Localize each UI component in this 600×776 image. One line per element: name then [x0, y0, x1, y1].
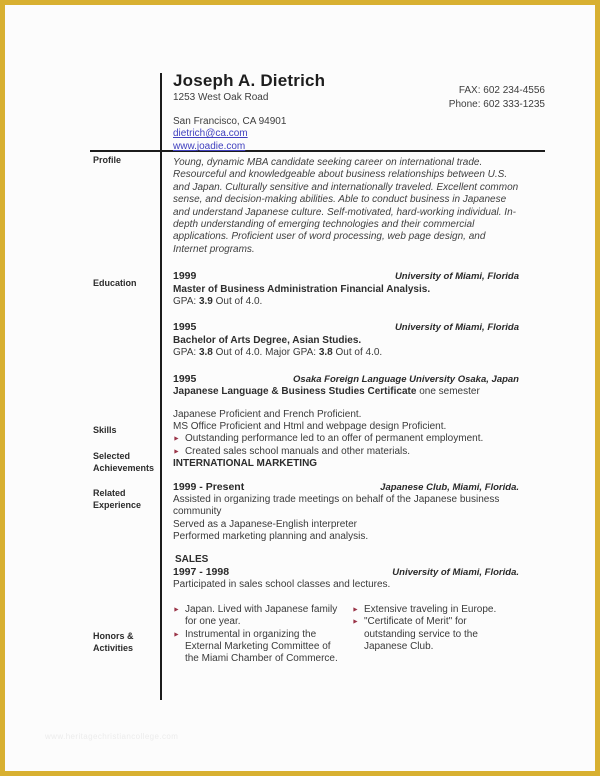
education-year: 1995	[173, 372, 197, 385]
achievement-text: Created sales school manuals and other materials.	[184, 445, 411, 457]
job-dates: 1997 - 1998	[173, 565, 230, 578]
job-duty: Performed marketing planning and analysis.	[173, 531, 369, 543]
education-year: 1995	[173, 321, 197, 334]
gpa-value: 3.9	[198, 296, 213, 308]
honors-section	[173, 604, 519, 666]
certificate-title: Japanese Language & Business Studies Certificate	[173, 386, 417, 398]
main-content	[173, 157, 519, 666]
honors-text: Extensive traveling in Europe.	[363, 603, 497, 615]
sidebar-label-honors-line1: Honors &	[93, 631, 134, 641]
education-school: University of Miami, Florida	[394, 322, 519, 334]
job-duty: Served as a Japanese-English interpreter	[173, 518, 357, 530]
sidebar-label-education: Education	[93, 278, 137, 288]
honors-text: "Certificate of Merit" for outstanding service to the Japanese Club.	[363, 616, 478, 652]
arrow-bullet-icon: ►	[352, 618, 359, 626]
honors-text: Japan. Lived with Japanese family for one year.	[184, 603, 338, 628]
sidebar-label-selected-achievements	[93, 450, 159, 474]
site-watermark: www.heritagechristiancollege.com	[45, 732, 179, 741]
gpa-value: 3.8	[198, 347, 213, 359]
education-gpa	[173, 347, 519, 359]
experience-job	[173, 481, 519, 544]
sidebar-label-selected-line1: Selected	[93, 451, 131, 461]
education-degree: Master of Business Administration Financial Analysis.	[173, 283, 431, 295]
job-header	[173, 481, 519, 494]
arrow-bullet-icon: ►	[173, 435, 180, 443]
achievement-item	[173, 446, 519, 458]
skills-section	[173, 409, 519, 434]
job-dates: 1999 - Present	[173, 480, 245, 493]
education-entry	[173, 270, 519, 308]
skills-line: MS Office Proficient and Html and webpage design Proficient.	[173, 420, 447, 432]
address-line-2: San Francisco, CA 94901	[173, 116, 287, 127]
vertical-divider	[160, 73, 162, 700]
education-entry-header	[173, 321, 519, 334]
job-duty: Participated in sales school classes and lectures.	[173, 579, 391, 591]
experience-heading-international-marketing: INTERNATIONAL MARKETING	[173, 458, 318, 470]
job-organization: University of Miami, Florida.	[392, 566, 519, 578]
honors-column-left	[173, 604, 340, 666]
education-entry	[173, 321, 519, 359]
education-entry-header	[173, 373, 519, 386]
sidebar-label-profile: Profile	[93, 155, 122, 165]
gpa-prefix: GPA:	[173, 296, 199, 308]
job-duty: Assisted in organizing trade meetings on behalf of the Japanese business community	[173, 493, 500, 518]
sidebar-label-skills: Skills	[93, 425, 117, 435]
certificate-tail: one semester	[416, 386, 480, 398]
gpa-mid: Out of 4.0. Major GPA:	[212, 347, 319, 359]
honors-item	[352, 604, 519, 616]
address-line-1: 1253 West Oak Road	[173, 92, 269, 103]
arrow-bullet-icon: ►	[352, 606, 359, 614]
job-header	[173, 566, 519, 579]
sidebar-label-related-experience	[93, 487, 159, 511]
major-gpa-value: 3.8	[318, 347, 333, 359]
arrow-bullet-icon: ►	[173, 448, 180, 456]
education-certificate	[173, 386, 519, 398]
skills-line: Japanese Proficient and French Proficient.	[173, 408, 362, 420]
honors-item	[173, 629, 340, 666]
sidebar-label-selected-line2: Achievements	[93, 463, 155, 473]
achievement-item	[173, 433, 519, 445]
honors-text: Instrumental in organizing the External Marketing Committee of the Miami Chamber of Commerce.	[184, 628, 338, 665]
education-degree: Bachelor of Arts Degree, Asian Studies.	[173, 334, 362, 346]
honors-item	[352, 616, 519, 653]
email-link[interactable]: dietrich@ca.com	[173, 128, 248, 139]
candidate-name: Joseph A. Dietrich	[173, 71, 326, 90]
experience-heading-sales: SALES	[175, 553, 209, 565]
profile-paragraph: Young, dynamic MBA candidate seeking career on international trade. Resourceful and knowledgeable about business relationships between U.S. and Japan. Culturally sensitive and internationally traveled. Excellent common sense, and decision-making abilities. Able to conduct business in Japanese and understand Japanese culture. Self-motivated, hard-working individual. In-depth understanding of emerging technologies and their commercial applications. Proficient user of word processing, web page design, and Internet programs.	[173, 157, 519, 255]
honors-column-right	[352, 604, 519, 666]
sidebar-label-related-line2: Experience	[93, 500, 142, 510]
arrow-bullet-icon: ►	[173, 631, 180, 639]
website-link[interactable]: www.joadie.com	[173, 140, 246, 152]
education-school: Osaka Foreign Language University Osaka, Japan	[293, 373, 519, 385]
job-organization: Japanese Club, Miami, Florida.	[380, 481, 519, 493]
sidebar-label-related-line1: Related	[93, 488, 126, 498]
education-entry-header	[173, 270, 519, 283]
gpa-prefix: GPA:	[173, 347, 199, 359]
education-school: University of Miami, Florida	[394, 271, 519, 283]
achievement-text: Outstanding performance led to an offer of permanent employment.	[184, 433, 484, 445]
education-year: 1999	[173, 270, 197, 283]
education-gpa	[173, 296, 519, 308]
sidebar-label-honors-activities	[93, 630, 159, 654]
education-entry	[173, 373, 519, 399]
achievements-section	[173, 433, 519, 458]
fax-number: FAX: 602 234-4556	[458, 85, 545, 96]
arrow-bullet-icon: ►	[173, 606, 180, 614]
phone-number: Phone: 602 333-1235	[448, 99, 545, 110]
header-contact	[345, 84, 545, 112]
sidebar-label-honors-line2: Activities	[93, 643, 134, 653]
experience-job	[173, 566, 519, 592]
honors-item	[173, 604, 340, 629]
gpa-suffix: Out of 4.0.	[332, 347, 383, 359]
gpa-suffix: Out of 4.0.	[212, 296, 263, 308]
